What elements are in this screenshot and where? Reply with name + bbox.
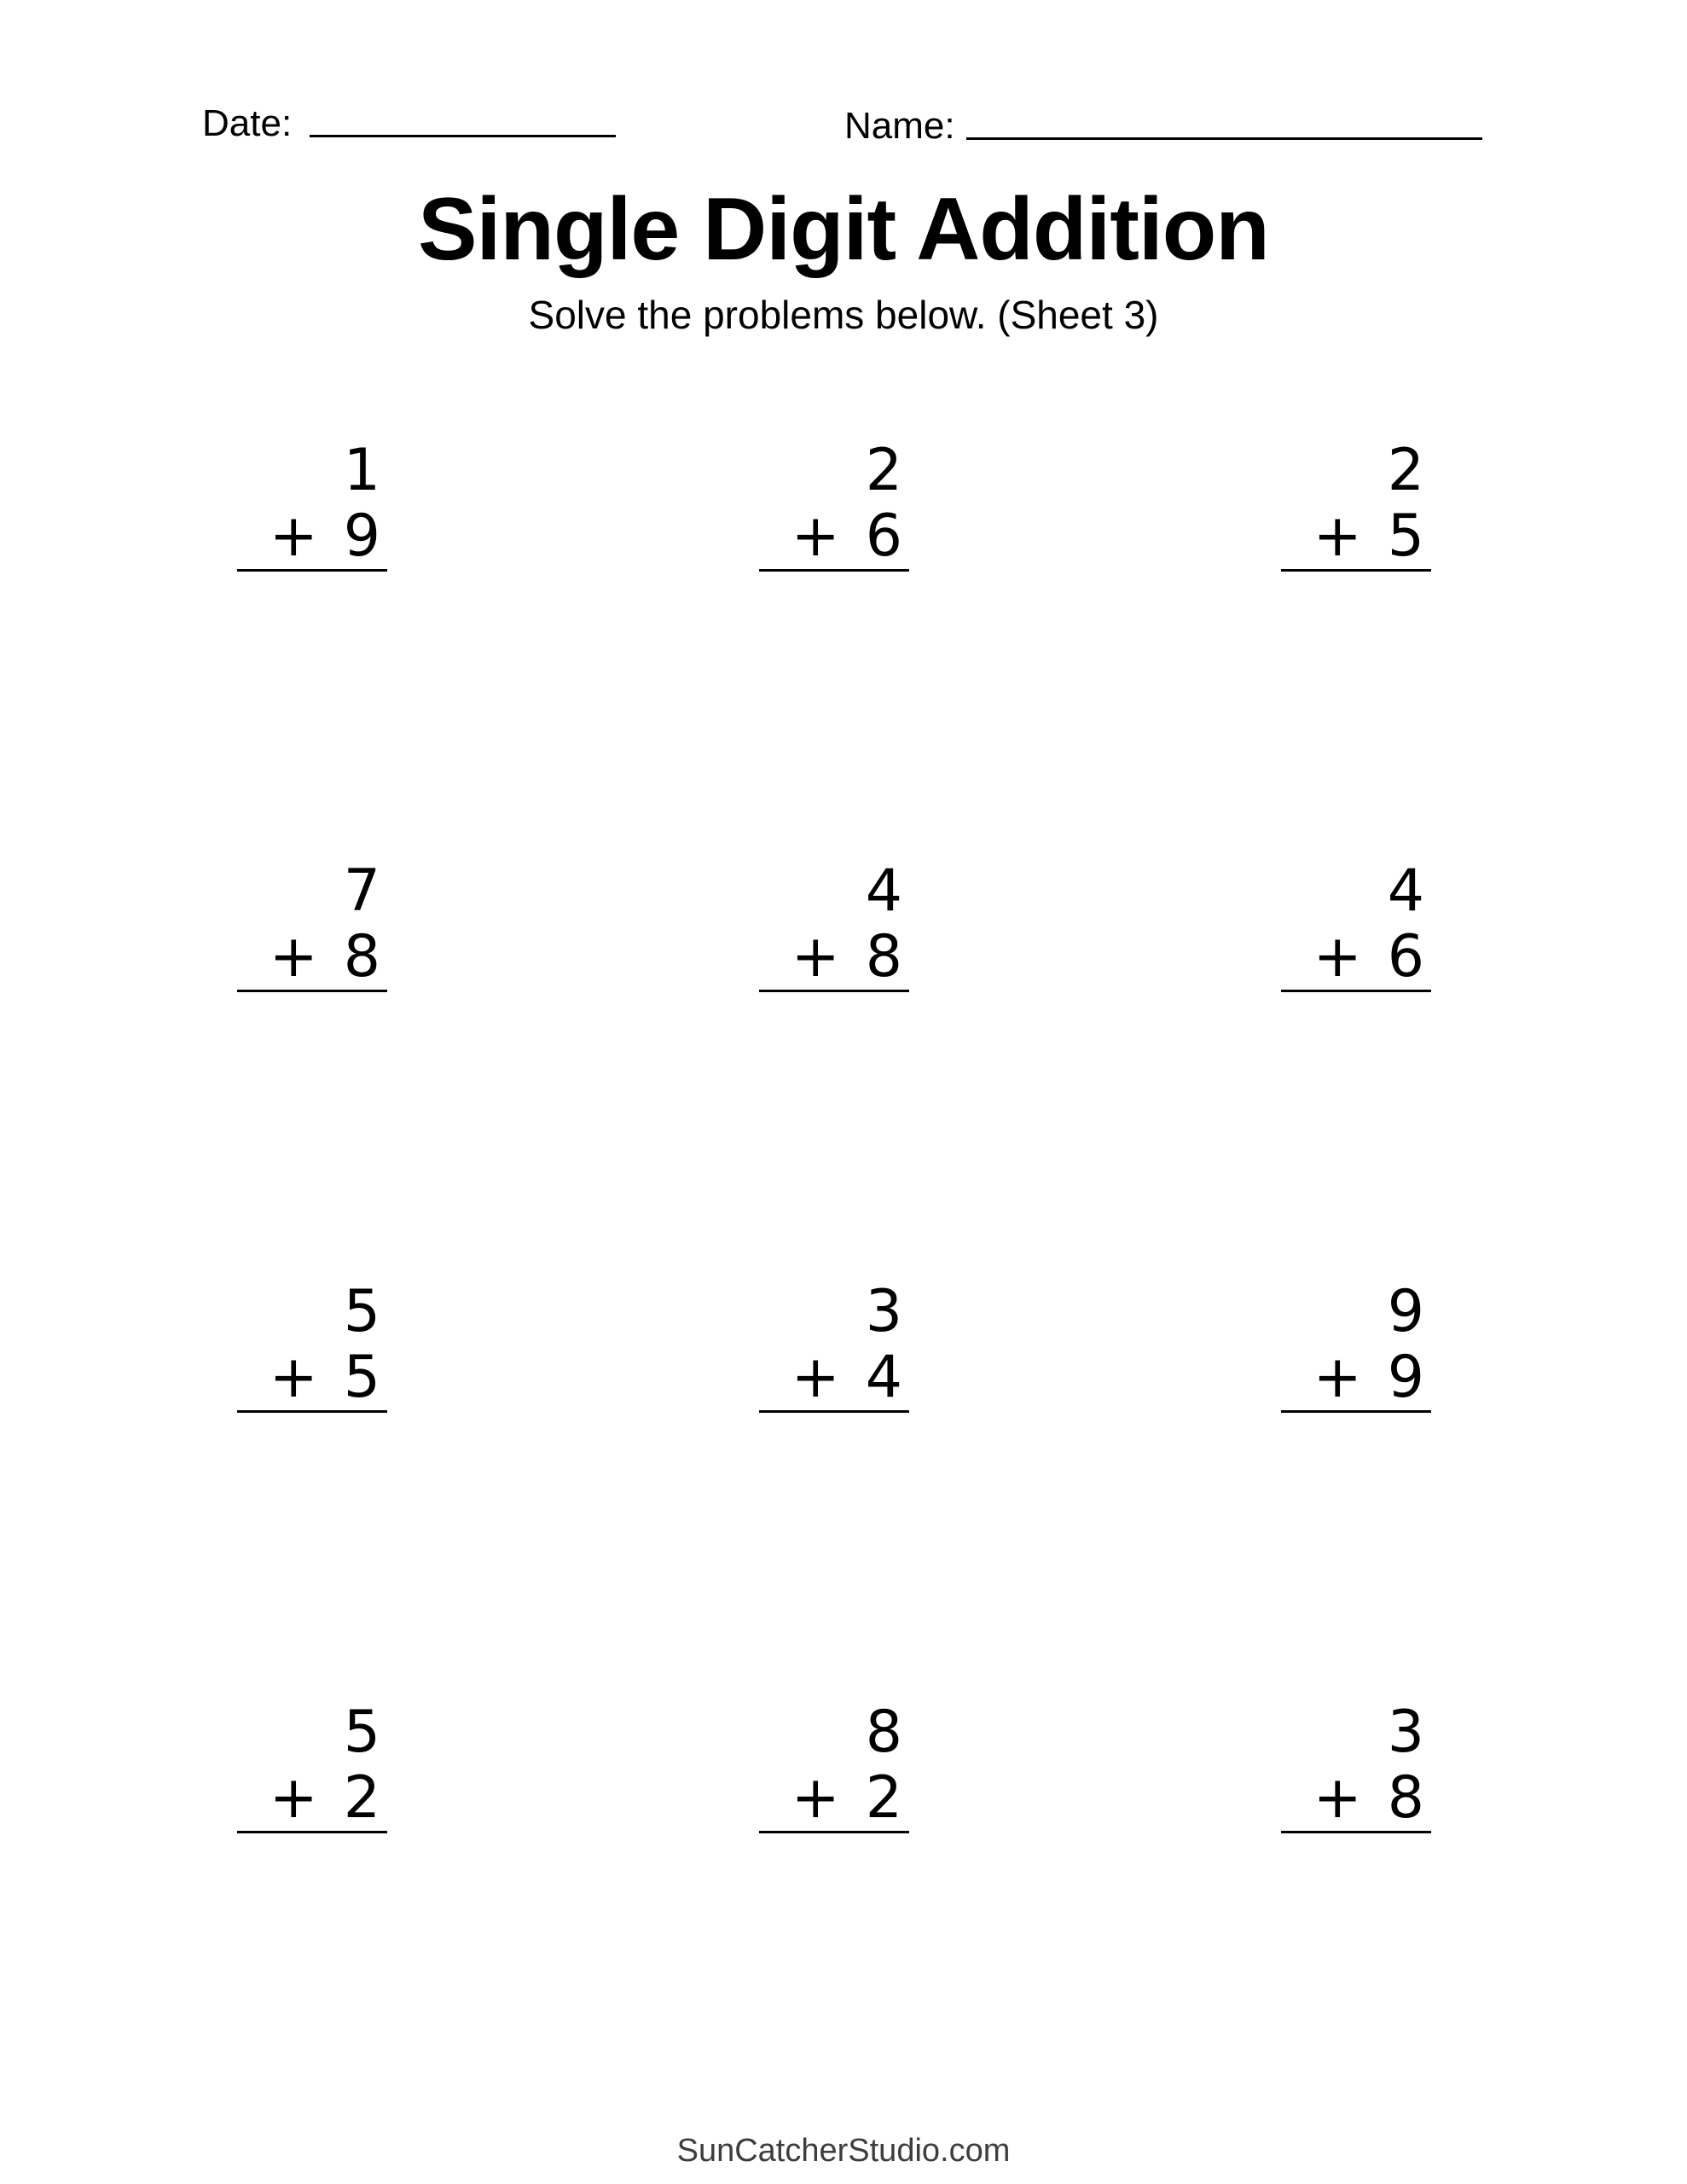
addend-bottom: 9	[343, 502, 380, 570]
addend-top: 5	[343, 1278, 380, 1345]
date-label: Date:	[202, 102, 293, 144]
footer-credit: SunCatcherStudio.com	[676, 2133, 1011, 2169]
addend-bottom: 9	[1387, 1344, 1424, 1411]
plus-operator-icon: +	[1313, 923, 1362, 990]
plus-operator-icon: +	[1313, 1344, 1362, 1411]
page-subtitle: Solve the problems below. (Sheet 3)	[528, 293, 1159, 337]
addend-bottom: 8	[343, 923, 380, 990]
addition-problem-2	[759, 438, 909, 572]
addend-top: 9	[1387, 1278, 1424, 1345]
addend-bottom: 8	[1387, 1764, 1424, 1832]
addition-problem-4	[237, 858, 387, 992]
addend-top: 3	[1387, 1699, 1424, 1766]
name-input-line[interactable]	[966, 137, 1482, 140]
addend-top: 7	[343, 857, 380, 925]
addend-bottom: 8	[865, 923, 902, 990]
addend-bottom: 4	[865, 1344, 902, 1411]
addend-top: 8	[865, 1699, 902, 1766]
plus-operator-icon: +	[1313, 502, 1362, 570]
addition-problem-9	[1281, 1279, 1431, 1413]
addend-bottom: 6	[865, 502, 902, 570]
plus-operator-icon: +	[791, 1764, 840, 1832]
plus-operator-icon: +	[1313, 1764, 1362, 1832]
addend-top: 4	[865, 857, 902, 925]
addend-top: 5	[343, 1699, 380, 1766]
addition-problem-11	[759, 1699, 909, 1833]
addend-bottom: 2	[865, 1764, 902, 1832]
addend-bottom: 5	[343, 1344, 380, 1411]
addition-problem-10	[237, 1699, 387, 1833]
name-label: Name:	[844, 105, 955, 147]
addend-top: 3	[865, 1278, 902, 1345]
addition-problem-8	[759, 1279, 909, 1413]
addend-top: 2	[1387, 437, 1424, 504]
plus-operator-icon: +	[269, 502, 318, 570]
addition-problem-3	[1281, 438, 1431, 572]
plus-operator-icon: +	[269, 1344, 318, 1411]
addend-top: 4	[1387, 857, 1424, 925]
addend-bottom: 6	[1387, 923, 1424, 990]
plus-operator-icon: +	[791, 1344, 840, 1411]
plus-operator-icon: +	[791, 923, 840, 990]
addend-top: 2	[865, 437, 902, 504]
problems-grid	[237, 438, 1431, 1833]
plus-operator-icon: +	[791, 502, 840, 570]
addition-problem-1	[237, 438, 387, 572]
page-title: Single Digit Addition	[418, 180, 1269, 279]
addition-problem-5	[759, 858, 909, 992]
addend-top: 1	[343, 437, 380, 504]
addend-bottom: 2	[343, 1764, 380, 1832]
addition-problem-6	[1281, 858, 1431, 992]
addend-bottom: 5	[1387, 502, 1424, 570]
plus-operator-icon: +	[269, 923, 318, 990]
addition-problem-7	[237, 1279, 387, 1413]
plus-operator-icon: +	[269, 1764, 318, 1832]
addition-problem-12	[1281, 1699, 1431, 1833]
date-input-line[interactable]	[310, 135, 616, 137]
